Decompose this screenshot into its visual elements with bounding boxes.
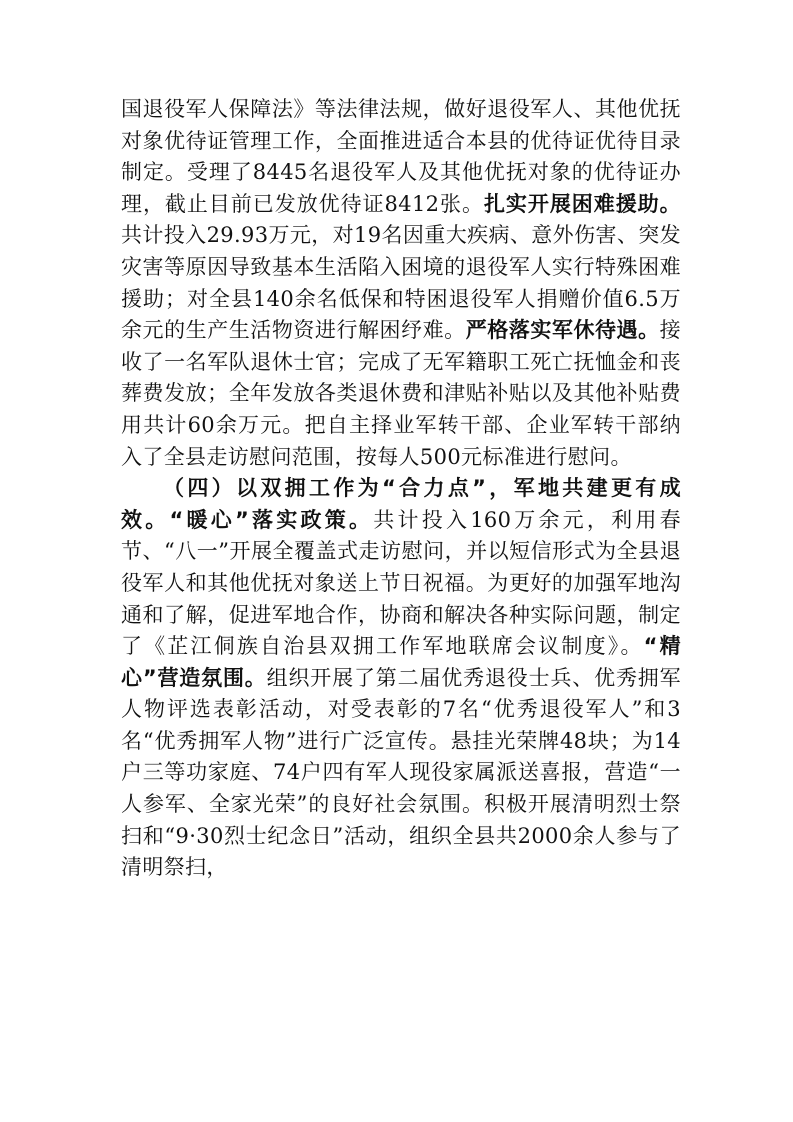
section-heading-four: （四）以双拥工作为“合力点”，军地共建更有成效。 [121, 476, 681, 532]
body-text [121, 94, 681, 884]
paragraph-1-heading-difficulty-aid: 扎实开展困难援助。 [483, 191, 681, 216]
paragraph-2-heading-atmosphere: “精心”营造氛围。 [121, 634, 681, 690]
paragraph-2-text-2: 组织开展了第二届优秀退役士兵、优秀拥军人物评选表彰活动，对受表彰的7名“优秀退役军人”和3名“优秀拥军人物”进行广泛宣传。悬挂光荣牌48块；为14户三等功家庭、74户四有军人现役家属派送喜报，营造“一人参军、全家光荣”的良好社会氛围。积极开展清明烈士祭扫和“9·30烈士纪念日”活动，组织全县共2000余人参与了清明祭扫， [121, 665, 681, 880]
paragraph-2 [121, 473, 681, 884]
paragraph-2-heading-policy: “暖心”落实政策。 [169, 507, 374, 532]
paragraph-2-text-1: 共计投入160万余元，利用春节、“八一”开展全覆盖式走访慰问，并以短信形式为全县退役军人和其他优抚对象送上节日祝福。为更好的加强军地沟通和了解，促进军地合作，协商和解决各种实际问题，制定了《芷江侗族自治县双拥工作军地联席会议制度》。 [121, 507, 681, 659]
paragraph-1-heading-retirement-benefits: 严格落实军休待遇。 [465, 318, 660, 343]
paragraph-1-text-3: 接收了一名军队退休士官；完成了无军籍职工死亡抚恤金和丧葬费发放；全年发放各类退休费和津贴补贴以及其他补贴费用共计60余万元。把自主择业军转干部、企业军转干部纳入了全县走访慰问范围，按每人500元标准进行慰问。 [121, 318, 681, 469]
paragraph-1-text-2: 共计投入29.93万元，对19名因重大疾病、意外伤害、突发灾害等原因导致基本生活陷入困境的退役军人实行特殊困难援助；对全县140余名低保和特困退役军人捐赠价值6.5万余元的生产生活物资进行解困纾难。 [121, 223, 681, 343]
paragraph-1 [121, 94, 681, 473]
paragraph-1-text-1: 国退役军人保障法》等法律法规，做好退役军人、其他优抚对象优待证管理工作，全面推进适合本县的优待证优待目录制定。受理了8445名退役军人及其他优抚对象的优待证办理，截止目前已发放优待证8412张。 [121, 97, 681, 216]
